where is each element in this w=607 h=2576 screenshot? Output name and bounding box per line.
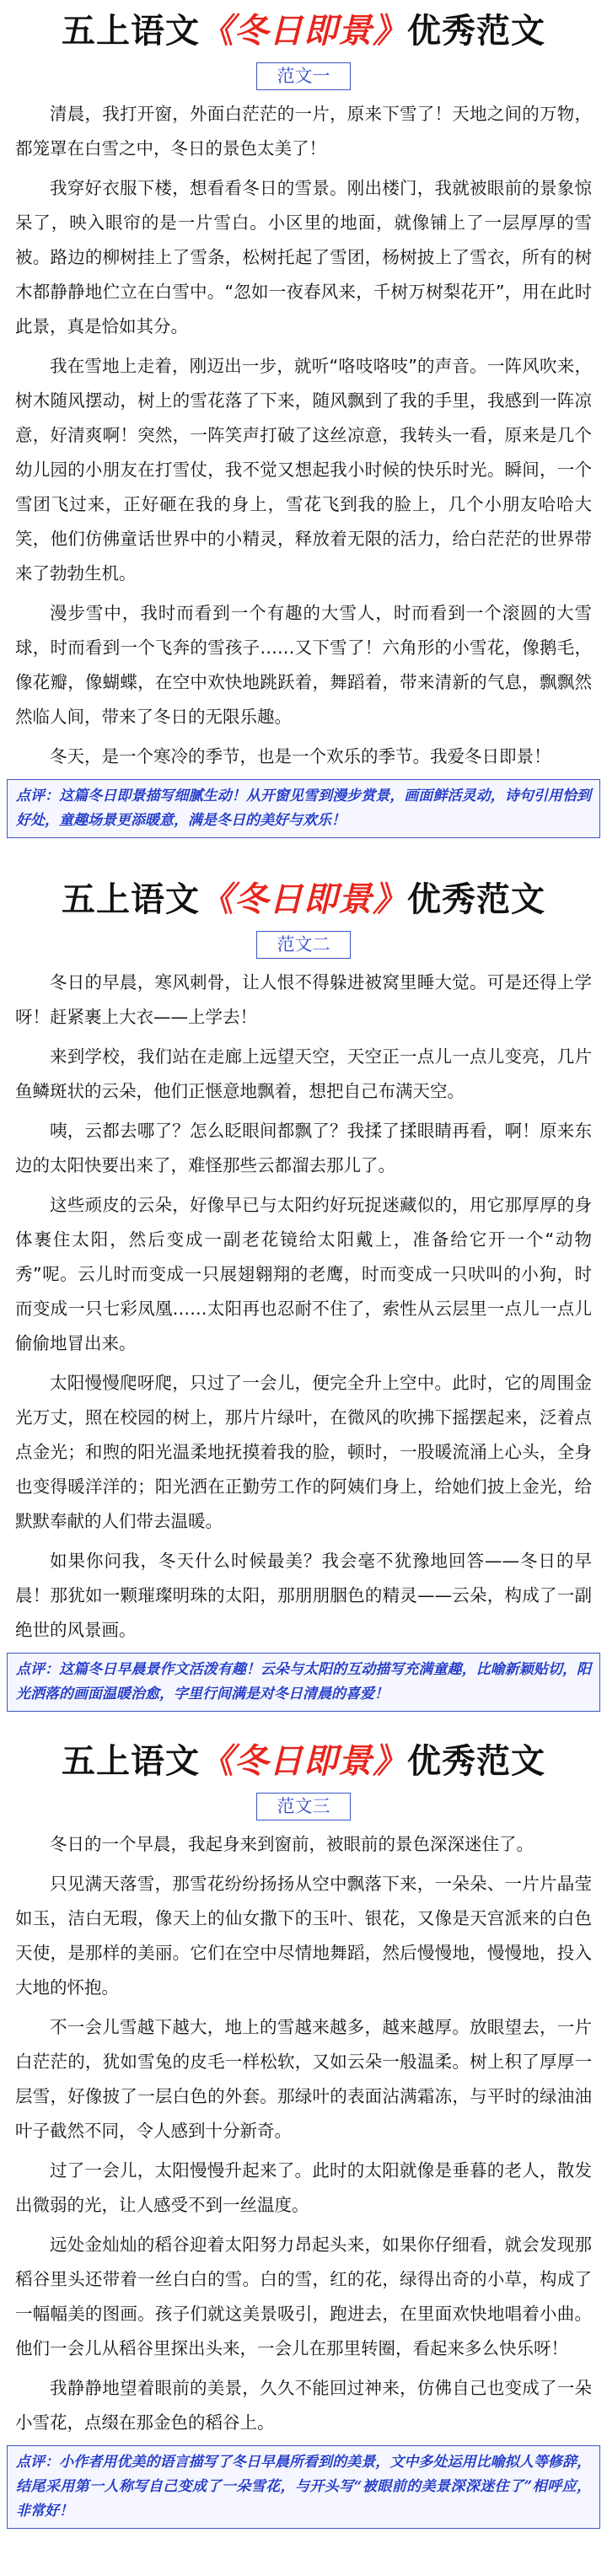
comment-text: 这篇冬日即景描写细腻生动！从开窗见雪到漫步赏景，画面鲜活灵动，诗句引用恰到好处，童趣场景更添暖意，满是冬日的美好与欢乐！ [16,788,592,829]
comment-text: 小作者用优美的语言描写了冬日早晨所看到的美景，文中多处运用比喻拟人等修辞，结尾采用第一人称写自己变成了一朵雪花，与开头写“被眼前的美景深深迷住了”相呼应，非常好！ [16,2454,592,2520]
essay-title [0,869,607,931]
paragraph: 我在雪地上走着，刚迈出一步，就听“咯吱咯吱”的声音。一阵风吹来，树木随风摆动，树上的雪花落了下来，随风飘到了我的手里，我感到一阵凉意，好清爽啊！突然，一阵笑声打破了这丝凉意，我转头一看，原来是几个幼儿园的小朋友在打雪仗，我不觉又想起我小时候的快乐时光。瞬间，一个雪团飞过来，正好砸在我的身上，雪花飞到我的脸上，几个小朋友哈哈大笑，他们仿佛童话世界中的小精灵，释放着无限的活力，给白茫茫的世界带来了勃勃生机。 [15,356,592,583]
title-quoted: 《冬日即景》 [200,880,407,919]
paragraph: 我穿好衣服下楼，想看看冬日的雪景。刚出楼门，我就被眼前的景象惊呆了，映入眼帘的是一片雪白。小区里的地面，就像铺上了一层厚厚的雪被。路边的柳树挂上了雪条，松树托起了雪团，杨树披上了雪衣，所有的树木都静静地伫立在白雪中。“忽如一夜春风来，千树万树梨花开”，用在此时此景，真是恰如其分。 [15,178,592,336]
essay-label: 范文一 [256,62,351,90]
comment-text: 这篇冬日早晨景作文活泼有趣！云朵与太阳的互动描写充满童趣，比喻新颖贴切，阳光洒落的画面温暖治愈，字里行间满是对冬日清晨的喜爱！ [16,1661,592,1702]
essay-label: 范文二 [256,931,351,959]
paragraph: 不一会儿雪越下越大，地上的雪越来越多，越来越厚。放眼望去，一片白茫茫的，犹如雪兔的皮毛一样松软，又如云朵一般温柔。树上积了厚厚一层雪，好像披了一层白色的外套。那绿叶的表面沾满霜冻，与平时的绿油油叶子截然不同，令人感到十分新奇。 [15,2017,592,2141]
paragraph: 来到学校，我们站在走廊上远望天空，天空正一点儿一点儿变亮，几片鱼鳞斑状的云朵，他们正惬意地飘着，想把自己布满天空。 [15,1046,592,1101]
essay-2 [0,869,607,1712]
paragraph: 远处金灿灿的稻谷迎着太阳努力昂起头来，如果你仔细看，就会发现那稻谷里头还带着一丝白白的雪。白的雪，红的花，绿得出奇的小草，构成了一幅幅美的图画。孩子们就这美景吸引，跑进去，在里面欢快地唱着小曲。他们一会儿从稻谷里探出头来，一会儿在那里转圈，看起来多么快乐呀！ [15,2235,592,2358]
title-quoted: 《冬日即景》 [200,1742,407,1781]
essay-title [0,0,607,62]
paragraph: 冬日的早晨，寒风刺骨，让人恨不得躲进被窝里睡大觉。可是还得上学呀！赶紧裹上大衣——上学去！ [15,972,592,1027]
paragraph: 过了一会儿，太阳慢慢升起来了。此时的太阳就像是垂暮的老人，散发出微弱的光，让人感受不到一丝温度。 [15,2160,592,2215]
paragraph: 冬日的一个早晨，我起身来到窗前，被眼前的景色深深迷住了。 [50,1834,534,1854]
title-prefix: 五上语文 [62,1742,200,1781]
paragraph: 我静静地望着眼前的美景，久久不能回过神来，仿佛自己也变成了一朵小雪花，点缀在那金色的稻谷上。 [15,2378,592,2433]
title-prefix: 五上语文 [62,880,200,919]
comment-prefix: 点评： [16,1661,60,1678]
paragraph: 冬天，是一个寒冷的季节，也是一个欢乐的季节。我爱冬日即景！ [50,746,551,766]
comment-prefix: 点评： [16,788,60,804]
essay-label: 范文三 [256,1793,351,1820]
title-prefix: 五上语文 [62,12,200,51]
paragraph: 咦，云都去哪了？怎么眨眼间都飘了？我揉了揉眼睛再看，啊！原来东边的太阳快要出来了，难怪那些云都溜去那儿了。 [15,1121,592,1175]
paragraph: 清晨，我打开窗，外面白茫茫的一片，原来下雪了！天地之间的万物，都笼罩在白雪之中，冬日的景色太美了！ [15,104,592,159]
paragraph: 只见满天落雪，那雪花纷纷扬扬从空中飘落下来，一朵朵、一片片晶莹如玉，洁白无瑕，像天上的仙女撒下的玉叶、银花，又像是天宫派来的白色天使，是那样的美丽。它们在空中尽情地舞蹈，然后慢慢地，慢慢地，投入大地的怀抱。 [15,1874,592,1998]
comment-box [7,1653,600,1712]
title-suffix: 优秀范文 [407,12,545,51]
title-quoted: 《冬日即景》 [200,12,407,51]
comment-box [7,2445,600,2529]
essay-1 [0,0,607,838]
title-suffix: 优秀范文 [407,1742,545,1781]
title-suffix: 优秀范文 [407,880,545,919]
essay-title [0,1730,607,1793]
paragraph: 漫步雪中，我时而看到一个有趣的大雪人，时而看到一个滚圆的大雪球，时而看到一个飞奔的雪孩子……又下雪了！六角形的小雪花，像鹅毛，像花瓣，像蝴蝶，在空中欢快地跳跃着，舞蹈着，带来清新的气息，飘飘然然临人间，带来了冬日的无限乐趣。 [15,603,592,727]
essay-3 [0,1730,607,2529]
paragraph: 太阳慢慢爬呀爬，只过了一会儿，便完全升上空中。此时，它的周围金光万丈，照在校园的树上，那片片绿叶，在微风的吹拂下摇摆起来，泛着点点金光；和煦的阳光温柔地抚摸着我的脸，顿时，一股暖流涌上心头，全身也变得暖洋洋的；阳光洒在正勤劳工作的阿姨们身上，给她们披上金光，给默默奉献的人们带去温暖。 [15,1373,592,1531]
paragraph: 这些顽皮的云朵，好像早已与太阳约好玩捉迷藏似的，用它那厚厚的身体裹住太阳，然后变成一副老花镜给太阳戴上，准备给它开一个“动物秀”呢。云儿时而变成一只展翅翱翔的老鹰，时而变成一只吠叫的小狗，时而变成一只七彩凤凰……太阳再也忍耐不住了，索性从云层里一点儿一点儿偷偷地冒出来。 [15,1195,592,1353]
paragraph: 如果你问我，冬天什么时候最美？我会毫不犹豫地回答——冬日的早晨！那犹如一颗璀璨明珠的太阳，那朋朋胭色的精灵——云朵，构成了一副绝世的风景画。 [15,1551,592,1640]
comment-box [7,779,600,838]
comment-prefix: 点评： [16,2454,60,2471]
